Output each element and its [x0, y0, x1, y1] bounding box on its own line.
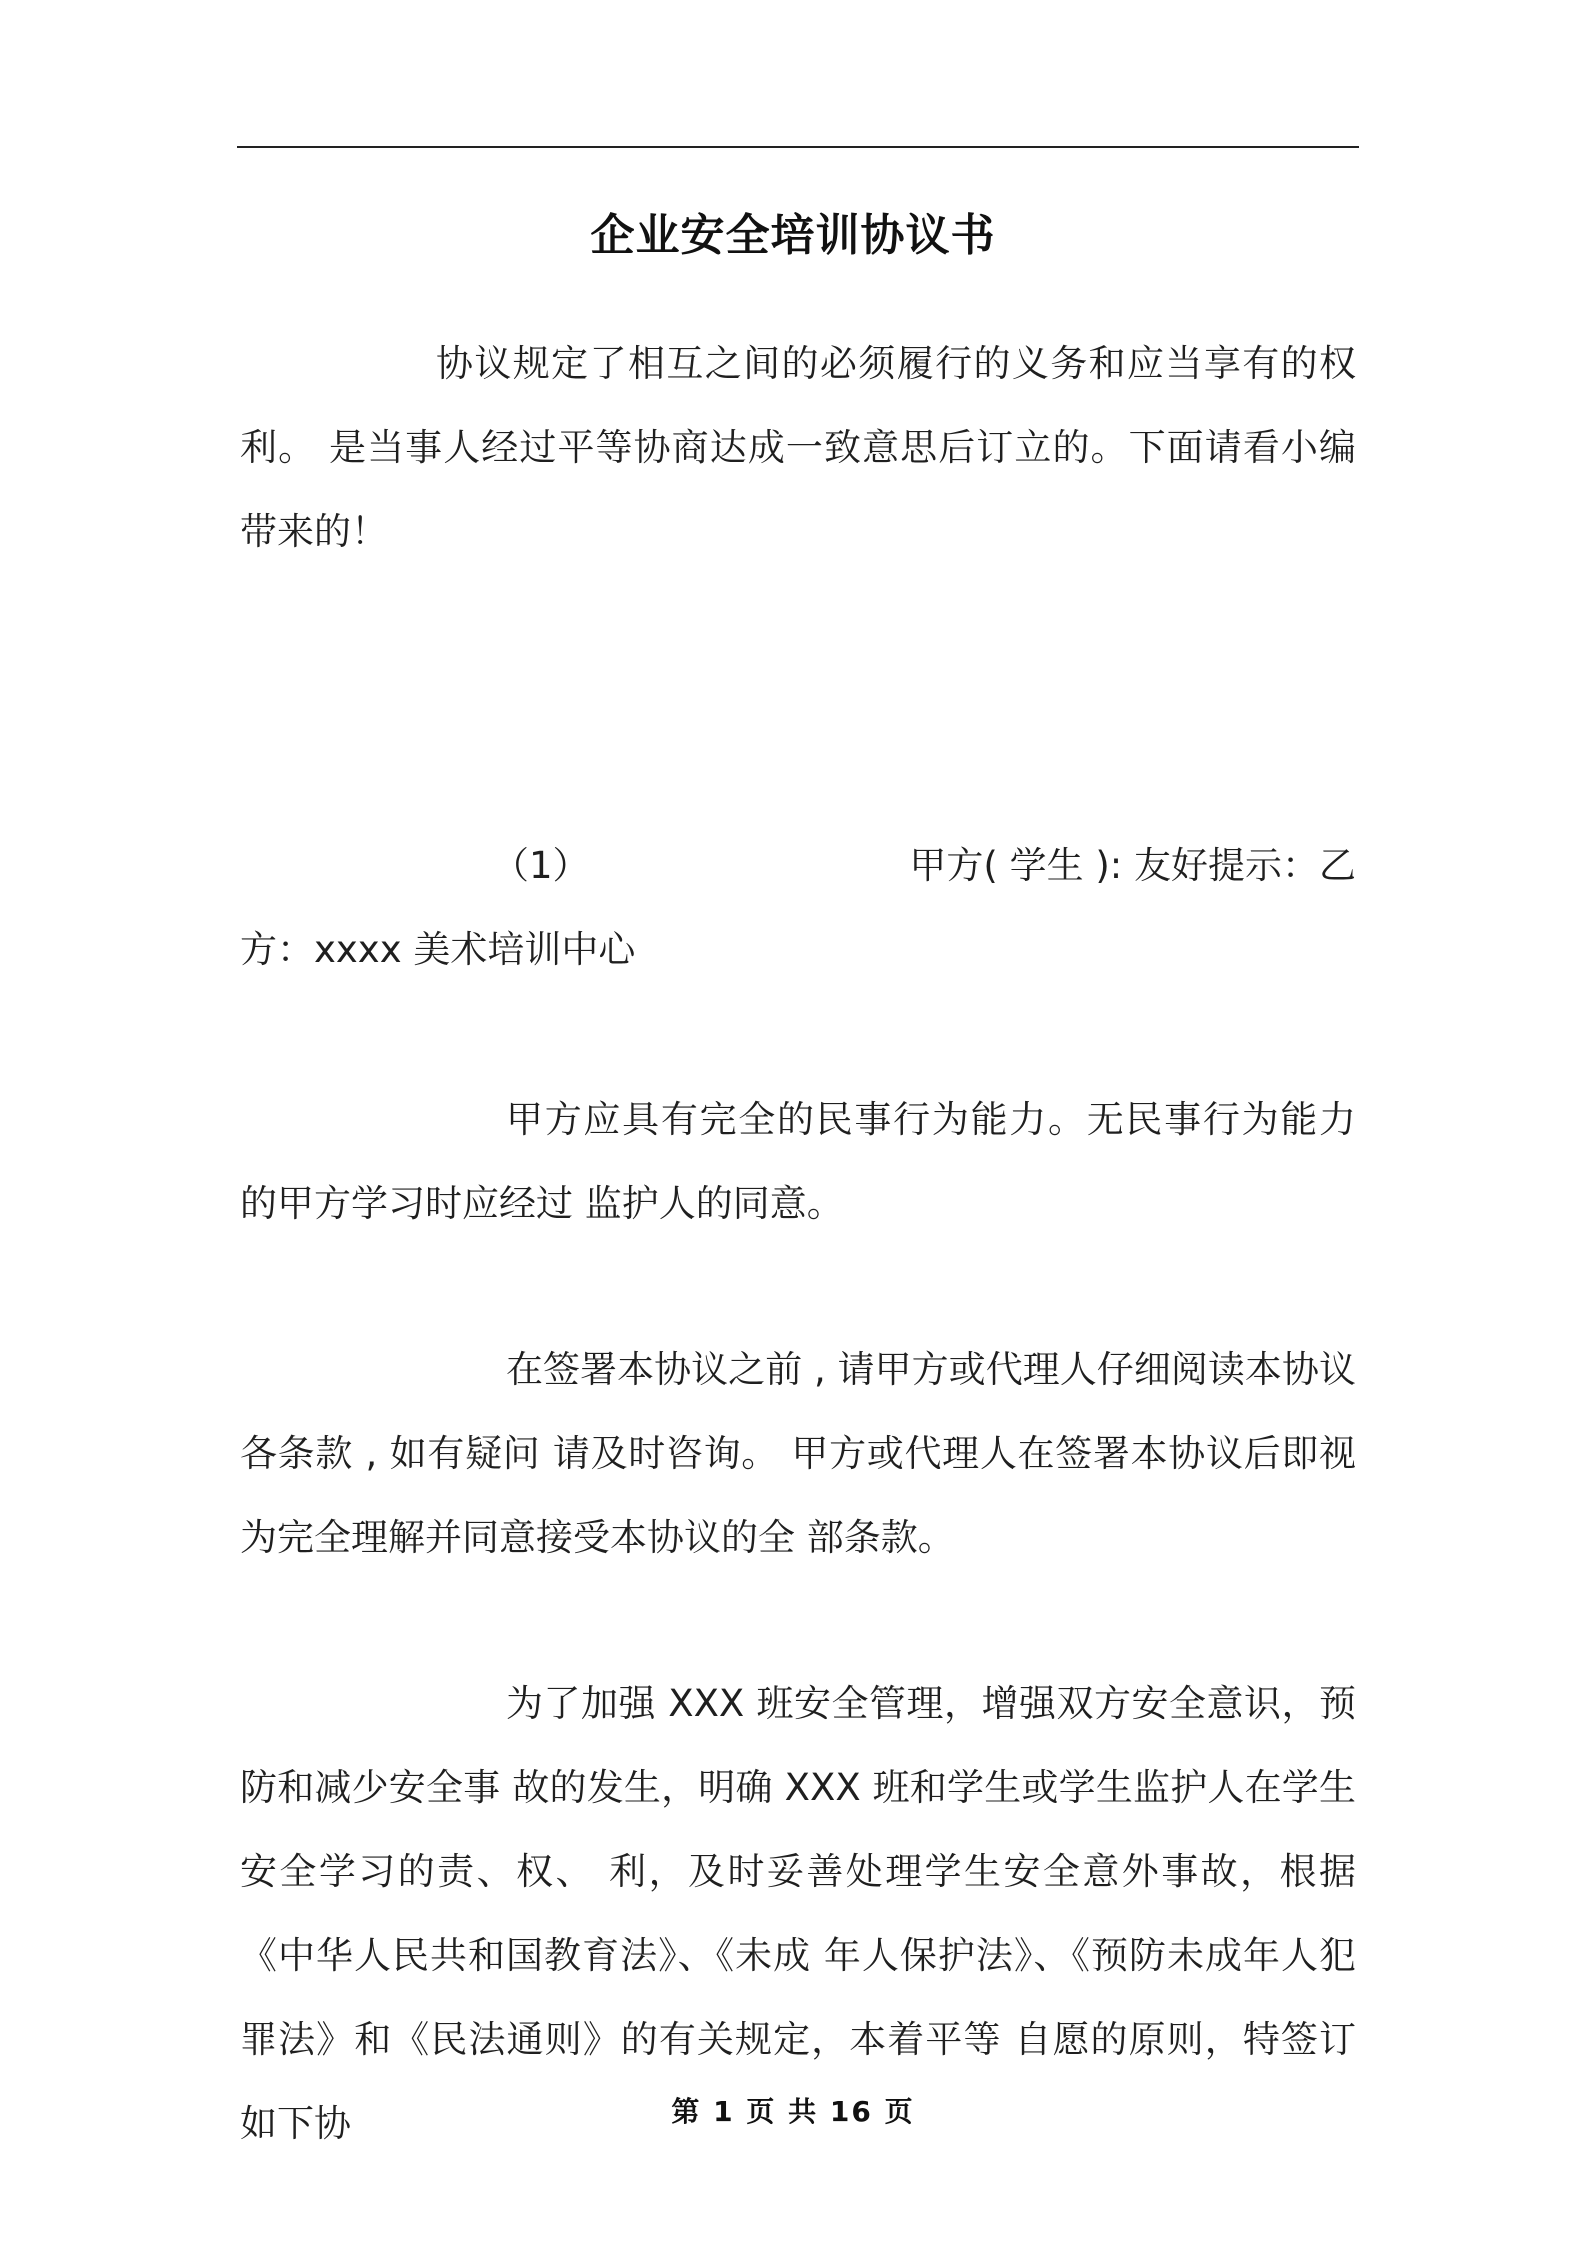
purpose-paragraph: 为了加强 XXX 班安全管理，增强双方安全意识，预防和减少安全事 故的发生，明确 XXX 班和学生或学生监护人在学生安全学习的责、权、 利，及时妥善处理学生安全意外事故，根据《中华人民共和国教育法》、《未成 年人保护法》、《预防未成年人犯罪法》和《民法通则》的有关规定，本着平等 自愿的原则，特签订如下协	[240, 1682, 1356, 2145]
parties-line	[240, 824, 1356, 908]
page-number-footer: 第 1 页 共 16 页	[671, 2095, 915, 2128]
party-b-text: 方：xxxx 美术培训中心	[240, 928, 636, 971]
capacity-paragraph: 甲方应具有完全的民事行为能力。无民事行为能力的甲方学习时应经过 监护人的同意。	[240, 1098, 1356, 1225]
party-a-text: 甲方( 学生 ): 友好提示：乙	[909, 844, 1356, 887]
intro-paragraph: 协议规定了相互之间的必须履行的义务和应当享有的权利。 是当事人经过平等协商达成一致意思后订立的。下面请看小编带来的！	[240, 342, 1356, 553]
document-title: 企业安全培训协议书	[590, 210, 996, 261]
parties-section	[240, 824, 1356, 992]
intro-section	[240, 322, 1356, 574]
reading-paragraph: 在签署本协议之前 , 请甲方或代理人仔细阅读本协议各条款 , 如有疑问 请及时咨询。 甲方或代理人在签署本协议后即视为完全理解并同意接受本协议的全 部条款。	[240, 1348, 1356, 1559]
capacity-section	[240, 1078, 1356, 1246]
reading-section	[240, 1328, 1356, 1580]
purpose-section	[240, 1662, 1356, 2166]
header-rule	[237, 146, 1359, 148]
section-number: （1）	[492, 844, 590, 887]
